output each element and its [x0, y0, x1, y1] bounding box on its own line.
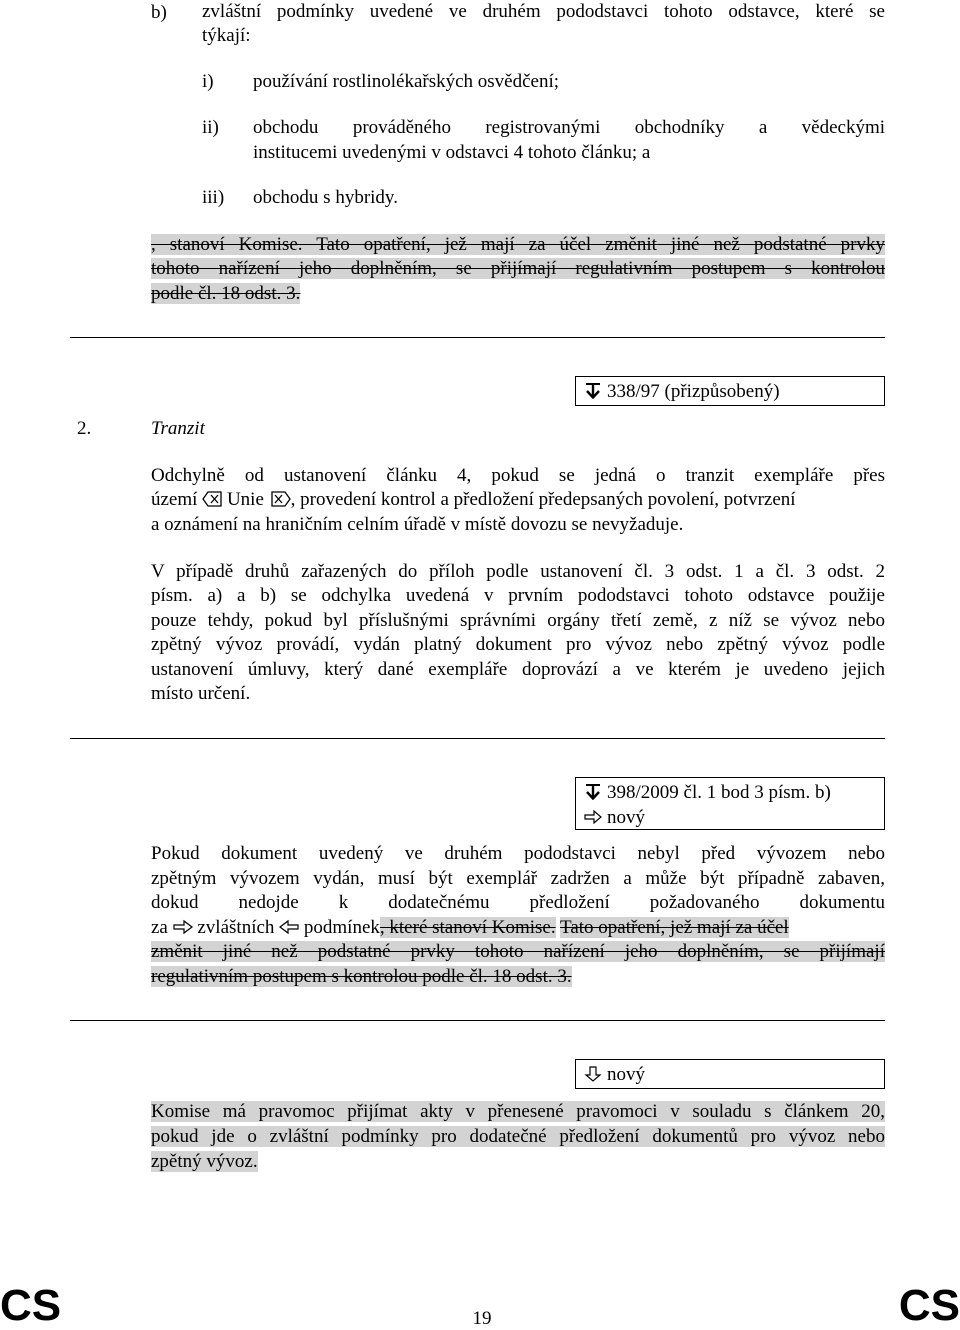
section-number: 2.	[77, 418, 92, 439]
box-398-line2	[584, 805, 876, 830]
subitem-i-label: i)	[202, 71, 214, 92]
block3-line2-text: pokud jde o zvláštní podmínky pro dodatečné předložení dokumentů pro vývoz nebo	[151, 1126, 885, 1147]
para1-line2	[151, 488, 885, 513]
source-box-new	[575, 1059, 885, 1089]
subitem-iii-label: iii)	[202, 187, 225, 208]
block2-line1: Pokud dokument uvedený ve druhém pododstavci nebyl před vývozem nebo	[151, 843, 885, 864]
para2-line6: místo určení.	[151, 683, 251, 704]
box-398-line1	[584, 780, 876, 805]
footer-language-right: CS	[898, 1281, 960, 1330]
section-title: Tranzit	[151, 418, 205, 439]
box-new-label: nový	[607, 1064, 645, 1085]
deleted-line1	[151, 233, 885, 258]
arrow-down-bar-icon	[584, 784, 602, 800]
separator-2	[70, 738, 885, 739]
arrow-right-outline-icon	[584, 809, 602, 825]
block2-line4-podminek: podmínek	[303, 917, 380, 938]
para2-line1: V případě druhů zařazených do příloh podle ustanovení čl. 3 odst. 1 a čl. 3 odst. 2	[151, 561, 885, 582]
insert-end-icon	[271, 491, 291, 507]
para1-line1: Odchylně od ustanovení článku 4, pokud se jedná o tranzit exempláře přes	[151, 465, 885, 486]
subitem-i-text: používání rostlinolékařských osvědčení;	[253, 71, 560, 92]
deleted-text2: tohoto nařízení jeho doplněním, se přijímají regulativním postupem s kontrolou	[151, 258, 885, 279]
subitem-ii-line2: institucemi uvedenými v odstavci 4 tohoto článku; a	[253, 142, 651, 163]
para1-line2-a: území	[151, 489, 198, 510]
para1-line3: a oznámení na hraničním celním úřadě v místě dovozu se nevyžaduje.	[151, 514, 684, 535]
block2-line6	[151, 965, 572, 990]
arrow-down-outline-icon	[584, 1066, 602, 1082]
separator-1	[70, 337, 885, 338]
item-b-line1: zvláštní podmínky uvedené ve druhém pododstavci tohoto odstavce, které se	[202, 1, 885, 22]
deleted-text3: podle čl. 18 odst. 3.	[151, 283, 301, 304]
block2-line5-text: změnit jiné než podstatné prvky tohoto nařízení jeho doplněním, se přijímají	[151, 941, 885, 962]
box-398-nový: nový	[607, 807, 645, 828]
deleted-line2	[151, 257, 885, 282]
block3-line1-text: Komise má pravomoc přijímat akty v přenesené pravomoci v souladu s článkem 20,	[151, 1101, 885, 1122]
subitem-iii-text: obchodu s hybridy.	[253, 187, 398, 208]
block2-line4-deleted2: Tato opatření, jež mají za účel	[560, 917, 789, 938]
para2-line5: ustanovení úmluvy, který dané exempláře doprovází a ve kterém je uvedeno jejich	[151, 659, 885, 680]
deleted-text1: , stanoví Komise. Tato opatření, jež mají za účel změnit jiné než podstatné prvky	[151, 234, 885, 255]
source-box-text: 338/97 (přizpůsobený)	[607, 381, 780, 402]
arrow-right-outline-icon	[173, 919, 193, 935]
block2-line2: zpětným vývozem vydán, musí být exemplář zadržen a může být případně zabaven,	[151, 868, 885, 889]
block2-line4-deleted1: , které stanoví Komise.	[379, 917, 556, 938]
item-b-line2: týkají:	[202, 25, 251, 46]
insert-start-icon	[202, 491, 222, 507]
footer-language-left: CS	[0, 1281, 62, 1330]
source-box-398	[575, 777, 885, 830]
para1-line2-c: , provedení kontrol a předložení předepsaných povolení, potvrzení	[290, 489, 796, 510]
deleted-line3	[151, 282, 300, 307]
arrow-left-outline-icon	[279, 919, 299, 935]
block2-line4	[151, 916, 885, 941]
para2-line4: zpětný vývoz provádí, vydán platný dokument pro vývoz nebo zpětný vývoz podle	[151, 634, 885, 655]
source-box-338	[575, 376, 885, 406]
block2-line4-zvlastnich: zvláštních	[197, 917, 275, 938]
box-398-text: 398/2009 čl. 1 bod 3 písm. b)	[607, 782, 831, 803]
subitem-ii-label: ii)	[202, 117, 219, 138]
para2-line2: písm. a) a b) se odchylka uvedená v prvním pododstavci tohoto odstavce použije	[151, 585, 885, 606]
page-number: 19	[472, 1308, 492, 1329]
block2-line3: dokud nedojde k dodatečnému předložení požadovaného dokumentu	[151, 892, 885, 913]
item-b-label: b)	[151, 2, 167, 23]
separator-3	[70, 1020, 885, 1021]
subitem-ii-line1: obchodu prováděného registrovanými obchodníky a vědeckými	[253, 117, 885, 138]
para1-line2-b: Unie	[226, 489, 264, 510]
block2-line6-text: regulativním postupem s kontrolou podle čl. 18 odst. 3.	[151, 966, 572, 987]
arrow-down-bar-icon	[584, 383, 602, 399]
block2-line4-za: za	[151, 917, 168, 938]
block3-line3	[151, 1150, 258, 1175]
para2-line3: pouze tehdy, pokud byl příslušnými správními orgány třetí země, z níž se vývoz nebo	[151, 610, 885, 631]
block2-line5	[151, 940, 885, 965]
block3-line2	[151, 1125, 885, 1150]
block3-line3-text: zpětný vývoz.	[151, 1151, 258, 1172]
block3-line1	[151, 1100, 885, 1125]
